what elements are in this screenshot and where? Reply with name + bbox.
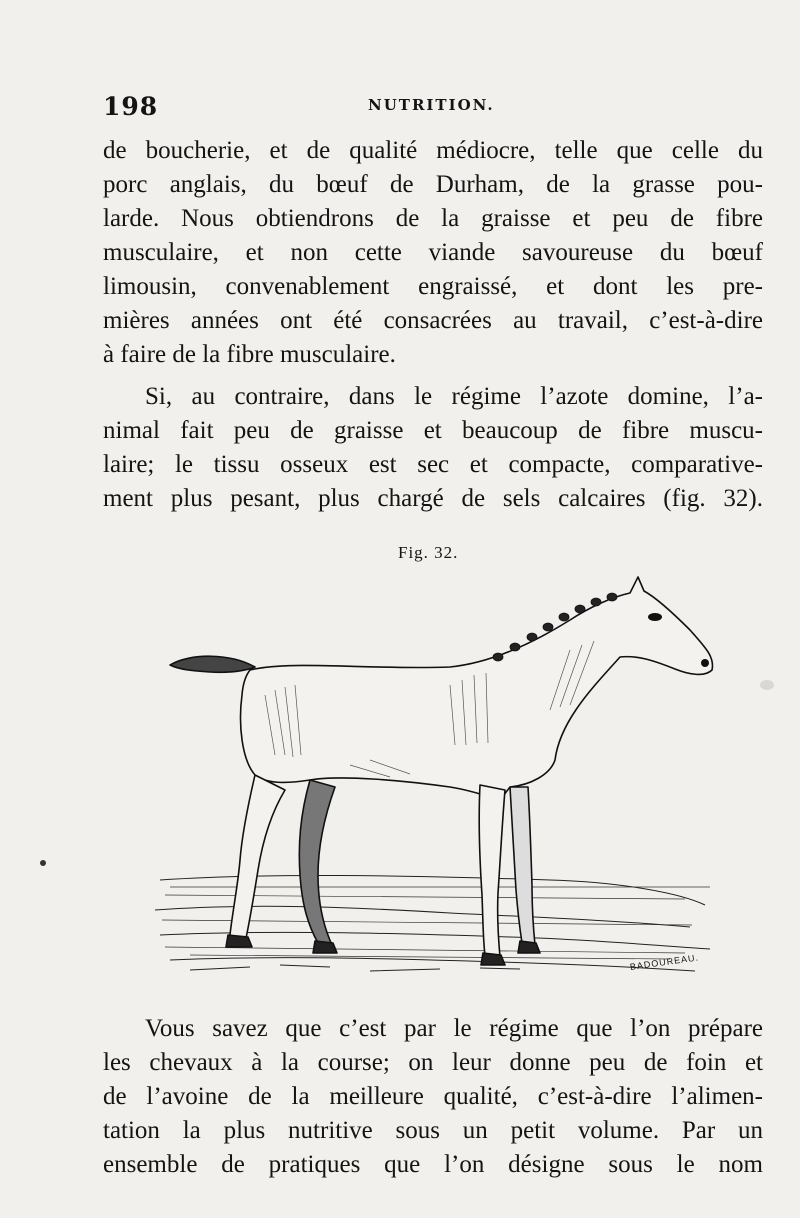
horse-eye (648, 613, 662, 621)
text-line: à faire de la fibre musculaire. (103, 341, 396, 368)
text-line: porc anglais, du bœuf de Durham, de la grasse pou- (103, 171, 763, 198)
text-line: ensemble de pratiques que l’on désigne sous le nom (103, 1151, 763, 1178)
page-number: 198 (103, 92, 159, 121)
text-line: limousin, convenablement engraissé, et dont les pre- (103, 273, 763, 300)
text-line: Si, au contraire, dans le régime l’azote domine, l’a- (145, 383, 763, 410)
text-line: tation la plus nutritive sous un petit volume. Par un (103, 1117, 763, 1144)
text-line: de l’avoine de la meilleure qualité, c’est-à-dire l’alimen- (103, 1083, 763, 1110)
text-line: mières années ont été consacrées au travail, c’est-à-dire (103, 307, 763, 334)
figure-caption: Fig. 32. (398, 543, 459, 562)
text-line: les chevaux à la course; on leur donne peu de foin et (103, 1049, 763, 1076)
text-line: musculaire, et non cette viande savoureuse du bœuf (103, 239, 763, 266)
text-line: Vous savez que c’est par le régime que l’on prépare (145, 1015, 763, 1042)
horse (170, 577, 713, 965)
text-line: laire; le tissu osseux est sec et compacte, comparative- (103, 451, 763, 478)
engraver-signature: BADOUREAU. (629, 952, 700, 972)
text-line: de boucherie, et de qualité médiocre, telle que celle du (103, 137, 763, 164)
paper-stain (760, 680, 774, 690)
text-line: larde. Nous obtiendrons de la graisse et peu de fibre (103, 205, 763, 232)
horse-nostril (701, 659, 709, 667)
page-header (103, 92, 753, 126)
paper-stain (40, 860, 46, 866)
horse-engraving (150, 575, 730, 985)
running-head: NUTRITION. (368, 96, 495, 114)
text-line: nimal fait peu de graisse et beaucoup de fibre muscu- (103, 417, 763, 444)
text-line: ment plus pesant, plus chargé de sels calcaires (fig. 32). (103, 485, 763, 512)
